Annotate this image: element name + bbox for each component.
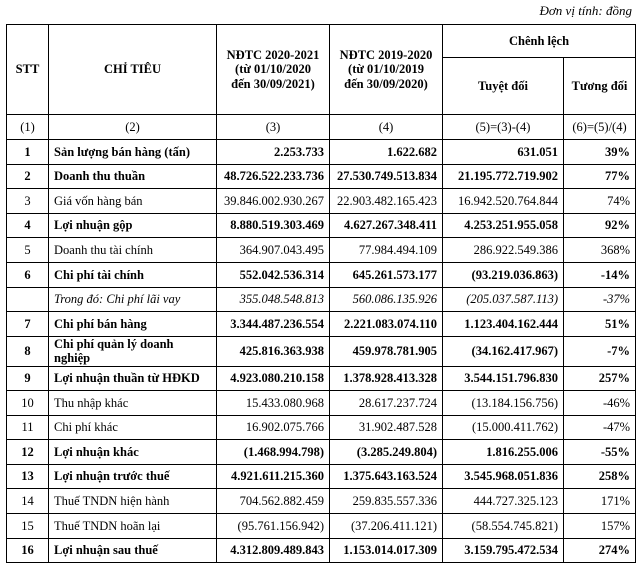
row-value-2021: 364.907.043.495 [217,238,330,263]
header-fy2020-line3: đến 30/09/2020) [344,76,428,91]
row-name: Trong đó: Chi phí lãi vay [49,287,217,312]
row-absolute-change: 1.123.404.162.444 [443,312,564,337]
header-fy2021-line3: đến 30/09/2021) [231,76,315,91]
row-relative-change: -55% [564,440,636,465]
row-absolute-change: (58.554.745.821) [443,514,564,539]
row-value-2020: 259.835.557.336 [330,489,443,514]
row-name: Thu nhập khác [49,391,217,416]
row-value-2021: 4.921.611.215.360 [217,464,330,489]
header-chi-tieu: CHỈ TIÊU [49,25,217,115]
row-stt: 7 [7,312,49,337]
row-absolute-change: (34.162.417.967) [443,336,564,366]
header-tuyet-doi: Tuyệt đối [443,58,564,115]
income-statement-table [6,24,636,563]
row-value-2021: 4.312.809.489.843 [217,538,330,563]
row-value-2020: 77.984.494.109 [330,238,443,263]
header-stt: STT [7,25,49,115]
row-name: Doanh thu tài chính [49,238,217,263]
row-absolute-change: 444.727.325.123 [443,489,564,514]
row-name: Lợi nhuận sau thuế [49,538,217,563]
row-relative-change: -37% [564,287,636,312]
row-name: Lợi nhuận gộp [49,213,217,238]
row-value-2021: 425.816.363.938 [217,336,330,366]
row-stt: 2 [7,164,49,189]
row-value-2020: 2.221.083.074.110 [330,312,443,337]
row-stt: 9 [7,366,49,391]
index-cell: (5)=(3)-(4) [443,115,564,140]
row-value-2020: 31.902.487.528 [330,415,443,440]
row-stt: 15 [7,514,49,539]
row-relative-change: -7% [564,336,636,366]
header-fy2021 [217,25,330,115]
row-name: Sản lượng bán hàng (tấn) [49,140,217,165]
index-row [7,115,636,140]
row-absolute-change: 631.051 [443,140,564,165]
table-row [7,391,636,416]
row-name: Giá vốn hàng bán [49,189,217,214]
row-value-2021: 15.433.080.968 [217,391,330,416]
table-row [7,440,636,465]
row-value-2020: 459.978.781.905 [330,336,443,366]
row-value-2020: 1.153.014.017.309 [330,538,443,563]
row-name: Chi phí khác [49,415,217,440]
table-row [7,140,636,165]
header-row [7,25,636,58]
row-relative-change: 157% [564,514,636,539]
table-row [7,366,636,391]
index-cell: (2) [49,115,217,140]
row-name: Lợi nhuận khác [49,440,217,465]
row-value-2020: 4.627.267.348.411 [330,213,443,238]
unit-note: Đơn vị tính: đồng [539,3,632,18]
row-relative-change: 258% [564,464,636,489]
row-absolute-change: 21.195.772.719.902 [443,164,564,189]
row-value-2021: (1.468.994.798) [217,440,330,465]
row-stt: 4 [7,213,49,238]
row-relative-change: -47% [564,415,636,440]
table-row [7,415,636,440]
table-row [7,238,636,263]
row-value-2020: 22.903.482.165.423 [330,189,443,214]
row-stt: 10 [7,391,49,416]
row-relative-change: 92% [564,213,636,238]
row-value-2021: 3.344.487.236.554 [217,312,330,337]
row-name: Lợi nhuận thuần từ HĐKD [49,366,217,391]
row-stt: 8 [7,336,49,366]
row-value-2020: 1.375.643.163.524 [330,464,443,489]
row-absolute-change: (13.184.156.756) [443,391,564,416]
row-value-2021: 2.253.733 [217,140,330,165]
row-relative-change: 74% [564,189,636,214]
row-stt [7,287,49,312]
index-cell: (3) [217,115,330,140]
row-relative-change: -14% [564,262,636,287]
row-stt: 6 [7,262,49,287]
row-absolute-change: 16.942.520.764.844 [443,189,564,214]
index-cell: (4) [330,115,443,140]
row-absolute-change: 3.159.795.472.534 [443,538,564,563]
row-value-2021: 355.048.548.813 [217,287,330,312]
row-relative-change: 77% [564,164,636,189]
index-cell: (6)=(5)/(4) [564,115,636,140]
row-stt: 5 [7,238,49,263]
table-row [7,464,636,489]
header-tuong-doi: Tương đối [564,58,636,115]
table-row [7,336,636,366]
table-row [7,514,636,539]
header-fy2020-line1: NĐTC 2019-2020 [339,47,433,62]
row-value-2020: 1.622.682 [330,140,443,165]
row-relative-change: 257% [564,366,636,391]
header-fy2020-line2: (từ 01/10/2019 [348,62,424,77]
table-row [7,287,636,312]
row-value-2021: 39.846.002.930.267 [217,189,330,214]
table-row [7,489,636,514]
row-absolute-change: 286.922.549.386 [443,238,564,263]
table-row [7,213,636,238]
row-value-2021: (95.761.156.942) [217,514,330,539]
row-name: Thuế TNDN hiện hành [49,489,217,514]
row-absolute-change: (93.219.036.863) [443,262,564,287]
row-absolute-change: 4.253.251.955.058 [443,213,564,238]
header-fy2021-line1: NĐTC 2020-2021 [226,47,320,62]
row-value-2020: 27.530.749.513.834 [330,164,443,189]
index-cell: (1) [7,115,49,140]
row-relative-change: 274% [564,538,636,563]
row-absolute-change: 1.816.255.006 [443,440,564,465]
row-absolute-change: (15.000.411.762) [443,415,564,440]
row-name: Chi phí quản lý doanh nghiệp [49,336,217,366]
row-stt: 16 [7,538,49,563]
row-stt: 1 [7,140,49,165]
row-value-2021: 4.923.080.210.158 [217,366,330,391]
row-value-2020: (37.206.411.121) [330,514,443,539]
row-stt: 14 [7,489,49,514]
row-relative-change: 368% [564,238,636,263]
row-name: Lợi nhuận trước thuế [49,464,217,489]
row-relative-change: -46% [564,391,636,416]
row-absolute-change: (205.037.587.113) [443,287,564,312]
row-relative-change: 171% [564,489,636,514]
row-value-2021: 48.726.522.233.736 [217,164,330,189]
row-absolute-change: 3.544.151.796.830 [443,366,564,391]
header-fy2020 [330,25,443,115]
table-row [7,189,636,214]
header-chenh-lech: Chênh lệch [443,25,636,58]
row-value-2020: 1.378.928.413.328 [330,366,443,391]
row-stt: 12 [7,440,49,465]
row-value-2020: 28.617.237.724 [330,391,443,416]
row-relative-change: 39% [564,140,636,165]
row-name: Doanh thu thuần [49,164,217,189]
row-value-2020: (3.285.249.804) [330,440,443,465]
row-name: Thuế TNDN hoãn lại [49,514,217,539]
row-stt: 13 [7,464,49,489]
row-name: Chi phí tài chính [49,262,217,287]
row-relative-change: 51% [564,312,636,337]
row-absolute-change: 3.545.968.051.836 [443,464,564,489]
row-value-2021: 704.562.882.459 [217,489,330,514]
row-value-2020: 645.261.573.177 [330,262,443,287]
table-row [7,538,636,563]
row-value-2021: 16.902.075.766 [217,415,330,440]
row-name: Chi phí bán hàng [49,312,217,337]
header-fy2021-line2: (từ 01/10/2020 [235,62,311,77]
row-value-2021: 552.042.536.314 [217,262,330,287]
row-value-2021: 8.880.519.303.469 [217,213,330,238]
table-row [7,312,636,337]
row-value-2020: 560.086.135.926 [330,287,443,312]
table-row [7,164,636,189]
row-stt: 11 [7,415,49,440]
row-stt: 3 [7,189,49,214]
table-row [7,262,636,287]
